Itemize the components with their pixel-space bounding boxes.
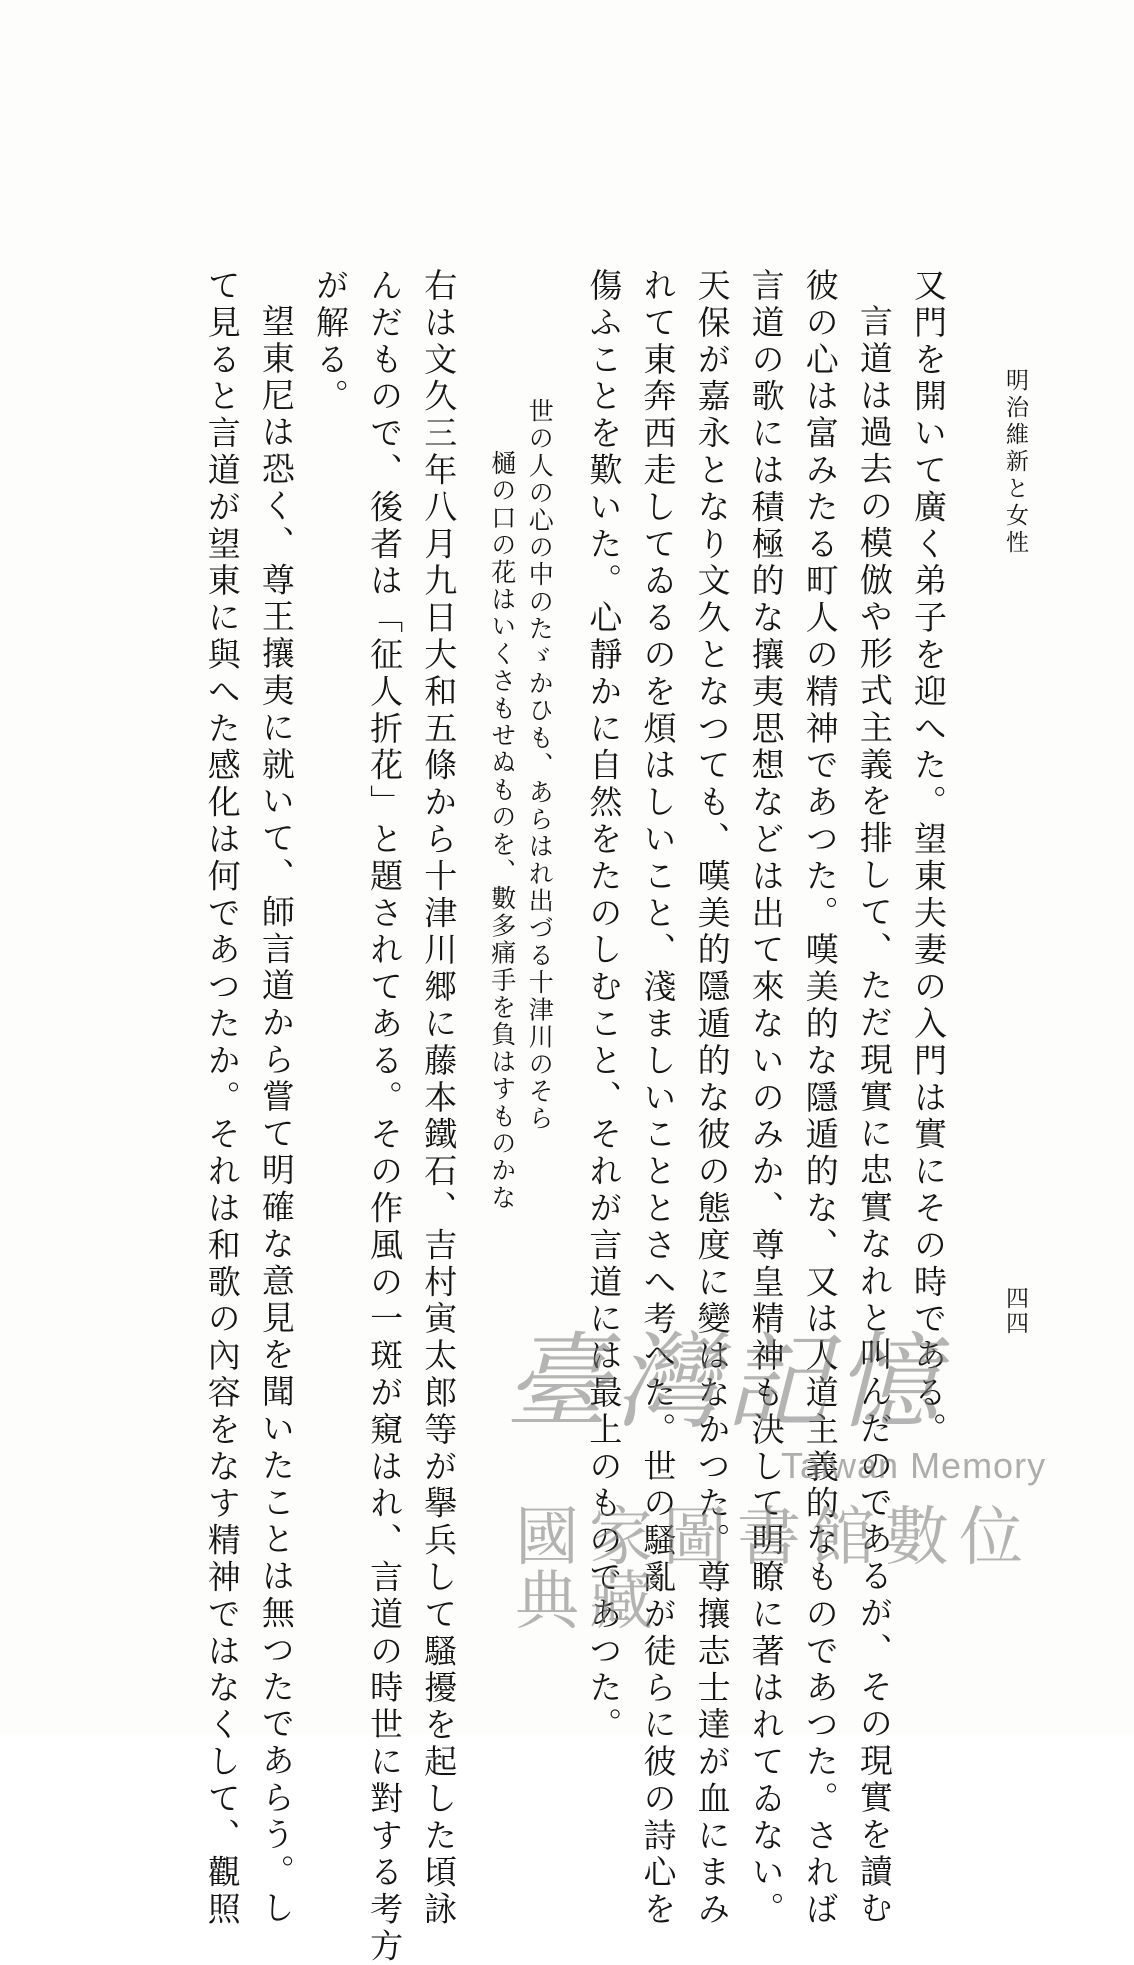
text-column-11: 望東尼は恐く、尊王攘夷に就いて、師言道から嘗て明確な意見を聞いたことは無つたであらう。し bbox=[256, 304, 296, 1928]
text-column-10: が解る。 bbox=[311, 268, 351, 416]
text-column-3: 彼の心は富みたる町人の精神であつた。嘆美的な隱遁的な、又は人道主義的なものであつた。されば bbox=[800, 268, 840, 1929]
text-column-8: 右は文久三年八月九日大和五條から十津川郷に藤本鐵石、吉村寅太郎等が擧兵して騷擾を起した頃詠 bbox=[419, 268, 459, 1929]
watermark-english-text: Taiwan Memory bbox=[781, 1445, 1047, 1486]
text-column-7: 傷ふことを歎いた。心靜かに自然をたのしむこと、それが言道には最上のものであつた。 bbox=[584, 268, 624, 1744]
poem-line-1: 世の人の心の中のたゞかひも、あらはれ出づる十津川のそら bbox=[525, 398, 555, 1133]
text-column-5: 天保が嘉永となり文久となつても、嘆美的隱遁的な彼の態度に變はなかつた。尊攘志士達が血にまみ bbox=[692, 268, 732, 1929]
text-column-12: て見ると言道が望東に與へた感化は何であつたか。それは和歌の內容をなす精神ではなくして、觀照 bbox=[202, 268, 242, 1929]
text-column-1: 又門を開いて廣く弟子を迎へた。望東夫妻の入門は實にその時である。 bbox=[909, 268, 948, 1449]
running-title: 明治維新と女性 bbox=[1002, 368, 1028, 557]
text-column-9: んだもので、後者は「征人折花」と題されてある。その作風の一斑が窺はれ、言道の時世に對する考方 bbox=[365, 268, 405, 1965]
watermark-chinese-text: 國家圖書館數位典藏 bbox=[515, 1501, 1033, 1639]
text-column-6: れて東奔西走してゐるのを煩はしいこと、淺ましいこととさへ考へた。世の騷亂が徒らに彼の詩心を bbox=[638, 268, 678, 1929]
page-number: 四四 bbox=[1002, 1286, 1028, 1336]
text-column-2: 言道は過去の模倣や形式主義を排して、ただ現實に忠實なれと叫んだのであるが、その現實を讀む bbox=[854, 304, 894, 1928]
watermark-calligraphy-logo: 臺灣記憶 bbox=[505, 1321, 946, 1443]
text-column-4: 言道の歌には積極的な攘夷思想などは出て來ないのみか、尊皇精神も決して明瞭に著はれてゐない。 bbox=[746, 268, 786, 1929]
poem-line-2: 樋の口の花はいくさもせぬものを、數多痛手を負はすものかな bbox=[487, 450, 517, 1212]
